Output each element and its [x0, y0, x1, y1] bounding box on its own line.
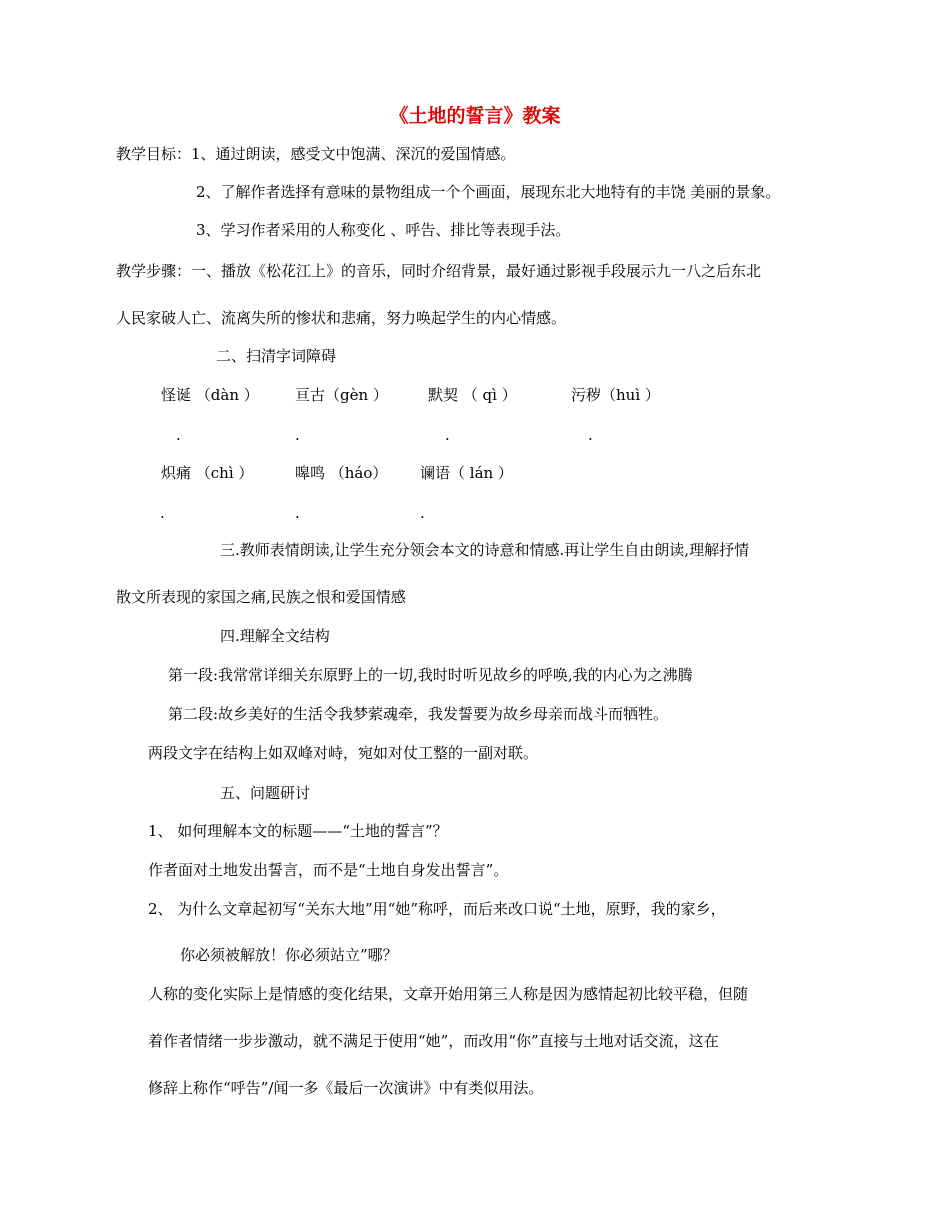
step2-heading: 二、扫清字词障碍: [216, 347, 337, 365]
answer-2-line-3: 修辞上称作“呼告”/闻一多《最后一次演讲》中有类似用法。: [148, 1079, 544, 1097]
answer-1: 作者面对土地发出誓言，而不是“土地自身发出誓言”。: [148, 861, 509, 879]
step4-paragraph-2: 第二段:故乡美好的生活令我梦萦魂牵，我发誓要为故乡母亲而战斗而牺牲。: [168, 705, 669, 723]
vocab-item: 谰语（ lán ）: [420, 464, 513, 482]
question-1: 1、 如何理解本文的标题——“土地的誓言”？: [148, 822, 448, 840]
objective-line-1: 教学目标：1、通过朗读，感受文中饱满、深沉的爱国情感。: [116, 145, 516, 163]
emphasis-dot: .: [295, 426, 300, 444]
step1-line-1: 教学步骤：一、播放《松花江上》的音乐，同时介绍背景，最好通过影视手段展示九一八之后东北: [116, 262, 762, 280]
vocab-item: 污秽（huì ）: [571, 386, 660, 404]
step4-heading: 四.理解全文结构: [220, 627, 330, 645]
vocab-item: 亘古（gèn ）: [295, 386, 388, 404]
emphasis-dot: .: [160, 504, 165, 522]
question-2-line-1: 2、 为什么文章起初写“关东大地”用“她”称呼，而后来改口说“土地，原野，我的家乡，: [148, 900, 726, 918]
answer-2-line-1: 人称的变化实际上是情感的变化结果，文章开始用第三人称是因为感情起初比较平稳，但随: [148, 985, 749, 1003]
vocab-item: 炽痛 （chì ）: [161, 464, 254, 482]
vocab-item: 嗥鸣 （háo）: [295, 464, 388, 482]
step4-paragraph-3: 两段文字在结构上如双峰对峙，宛如对仗工整的一副对联。: [148, 744, 539, 762]
step3-line-1: 三.教师表情朗读,让学生充分领会本文的诗意和情感.再让学生自由朗读,理解抒情: [220, 541, 750, 559]
step1-line-2: 人民家破人亡、流离失所的惨状和悲痛，努力唤起学生的内心情感。: [116, 309, 567, 327]
emphasis-dot: .: [295, 504, 300, 522]
emphasis-dot: .: [420, 504, 425, 522]
step4-paragraph-1: 第一段:我常常详细关东原野上的一切,我时时听见故乡的呼唤,我的内心为之沸腾: [168, 666, 693, 684]
answer-2-line-2: 着作者情绪一步步激动，就不满足于使用“她”，而改用“你”直接与土地对话交流，这在: [148, 1032, 719, 1050]
objective-line-3: 3、学习作者采用的人称变化 、呼告、排比等表现手法。: [196, 221, 571, 239]
question-2-line-2: 你必须被解放！你必须站立”哪？: [180, 946, 398, 964]
objective-line-2: 2、了解作者选择有意味的景物组成一个个画面，展现东北大地特有的丰饶 美丽的景象。: [196, 183, 781, 201]
vocab-item: 怪诞 （dàn ）: [161, 386, 259, 404]
step3-line-2: 散文所表现的家国之痛,民族之恨和爱国情感: [116, 588, 406, 606]
document-title: 《土地的誓言》教案: [389, 105, 561, 127]
vocab-item: 默契 （ qì ）: [428, 386, 517, 404]
emphasis-dot: .: [176, 426, 181, 444]
emphasis-dot: .: [588, 426, 593, 444]
emphasis-dot: .: [445, 426, 450, 444]
step5-heading: 五、问题研讨: [220, 784, 311, 802]
